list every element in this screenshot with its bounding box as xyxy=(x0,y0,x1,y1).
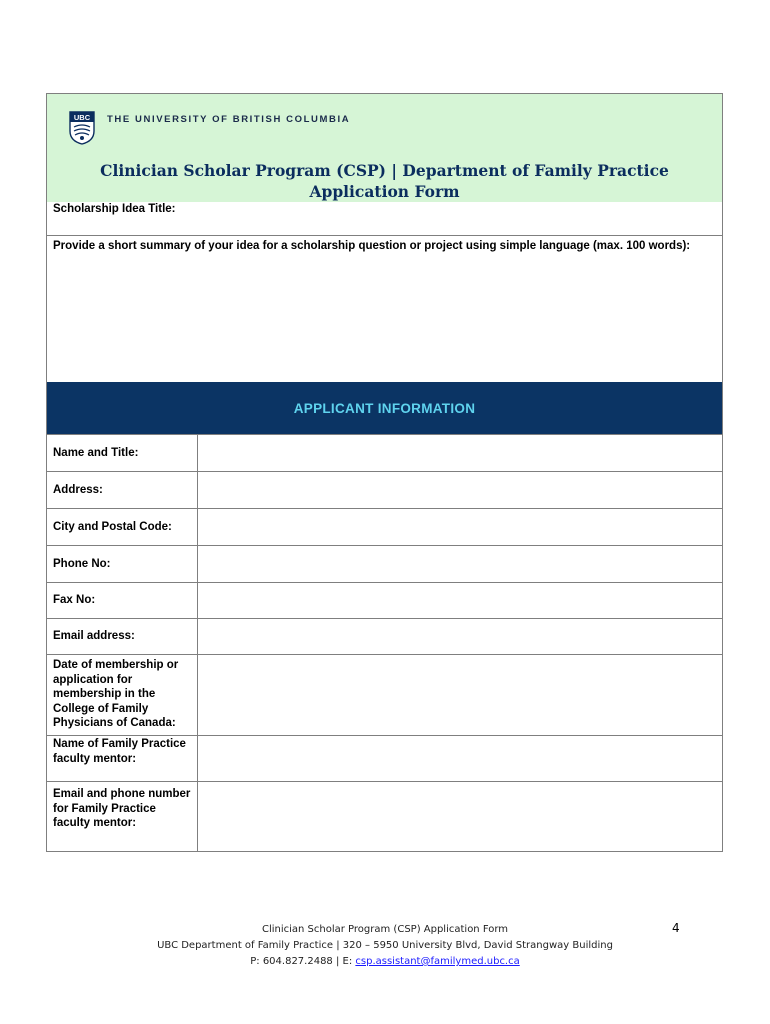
title-line-2: Application Form xyxy=(309,182,460,201)
applicant-info-table xyxy=(47,434,722,851)
row-label: Name and Title: xyxy=(47,435,197,472)
scholarship-title-label: Scholarship Idea Title: xyxy=(53,203,176,215)
logo-text: UBC xyxy=(73,113,91,122)
application-form xyxy=(46,93,723,852)
row-label: Phone No: xyxy=(47,546,197,583)
phone-input[interactable] xyxy=(197,546,722,583)
email-link[interactable]: csp.assistant@familymed.ubc.ca xyxy=(355,956,520,967)
address-input[interactable] xyxy=(197,472,722,509)
applicant-info-heading: APPLICANT INFORMATION xyxy=(47,382,722,434)
table-row xyxy=(47,435,722,472)
ubc-crest-icon xyxy=(69,111,95,145)
fax-input[interactable] xyxy=(197,583,722,619)
row-label: Fax No: xyxy=(47,583,197,619)
table-row xyxy=(47,583,722,619)
summary-label: Provide a short summary of your idea for a scholarship question or project using simple language (max. 100 words): xyxy=(53,240,691,252)
name-title-input[interactable] xyxy=(197,435,722,472)
mentor-name-input[interactable] xyxy=(197,736,722,782)
mentor-contact-input[interactable] xyxy=(197,782,722,851)
summary-field[interactable] xyxy=(47,236,722,382)
city-postal-input[interactable] xyxy=(197,509,722,546)
footer-line-2: UBC Department of Family Practice | 320 – 5950 University Blvd, David Strangway Building xyxy=(157,940,613,951)
row-label: Email and phone number for Family Practice faculty mentor: xyxy=(47,782,197,851)
table-row xyxy=(47,782,722,851)
form-title xyxy=(47,160,722,202)
table-row xyxy=(47,655,722,736)
footer-line-1: Clinician Scholar Program (CSP) Application Form xyxy=(261,924,509,935)
table-row xyxy=(47,546,722,583)
table-row xyxy=(47,619,722,655)
row-label: Date of membership or application for membership in the College of Family Physicians of Canada: xyxy=(47,655,197,736)
page-footer xyxy=(0,922,770,970)
university-name: THE UNIVERSITY OF BRITISH COLUMBIA xyxy=(107,114,351,125)
table-row xyxy=(47,509,722,546)
page-number: 4 xyxy=(672,921,680,935)
table-row xyxy=(47,736,722,782)
scholarship-title-field[interactable] xyxy=(47,202,722,236)
footer-phone: P: 604.827.2488 | E: xyxy=(250,956,356,967)
footer-line-3 xyxy=(0,954,770,970)
title-line-1: Clinician Scholar Program (CSP) | Department of Family Practice xyxy=(100,161,669,180)
membership-date-input[interactable] xyxy=(197,655,722,736)
table-row xyxy=(47,472,722,509)
row-label: Email address: xyxy=(47,619,197,655)
row-label: Name of Family Practice faculty mentor: xyxy=(47,736,197,782)
row-label: Address: xyxy=(47,472,197,509)
row-label: City and Postal Code: xyxy=(47,509,197,546)
email-input[interactable] xyxy=(197,619,722,655)
form-header xyxy=(47,94,722,203)
